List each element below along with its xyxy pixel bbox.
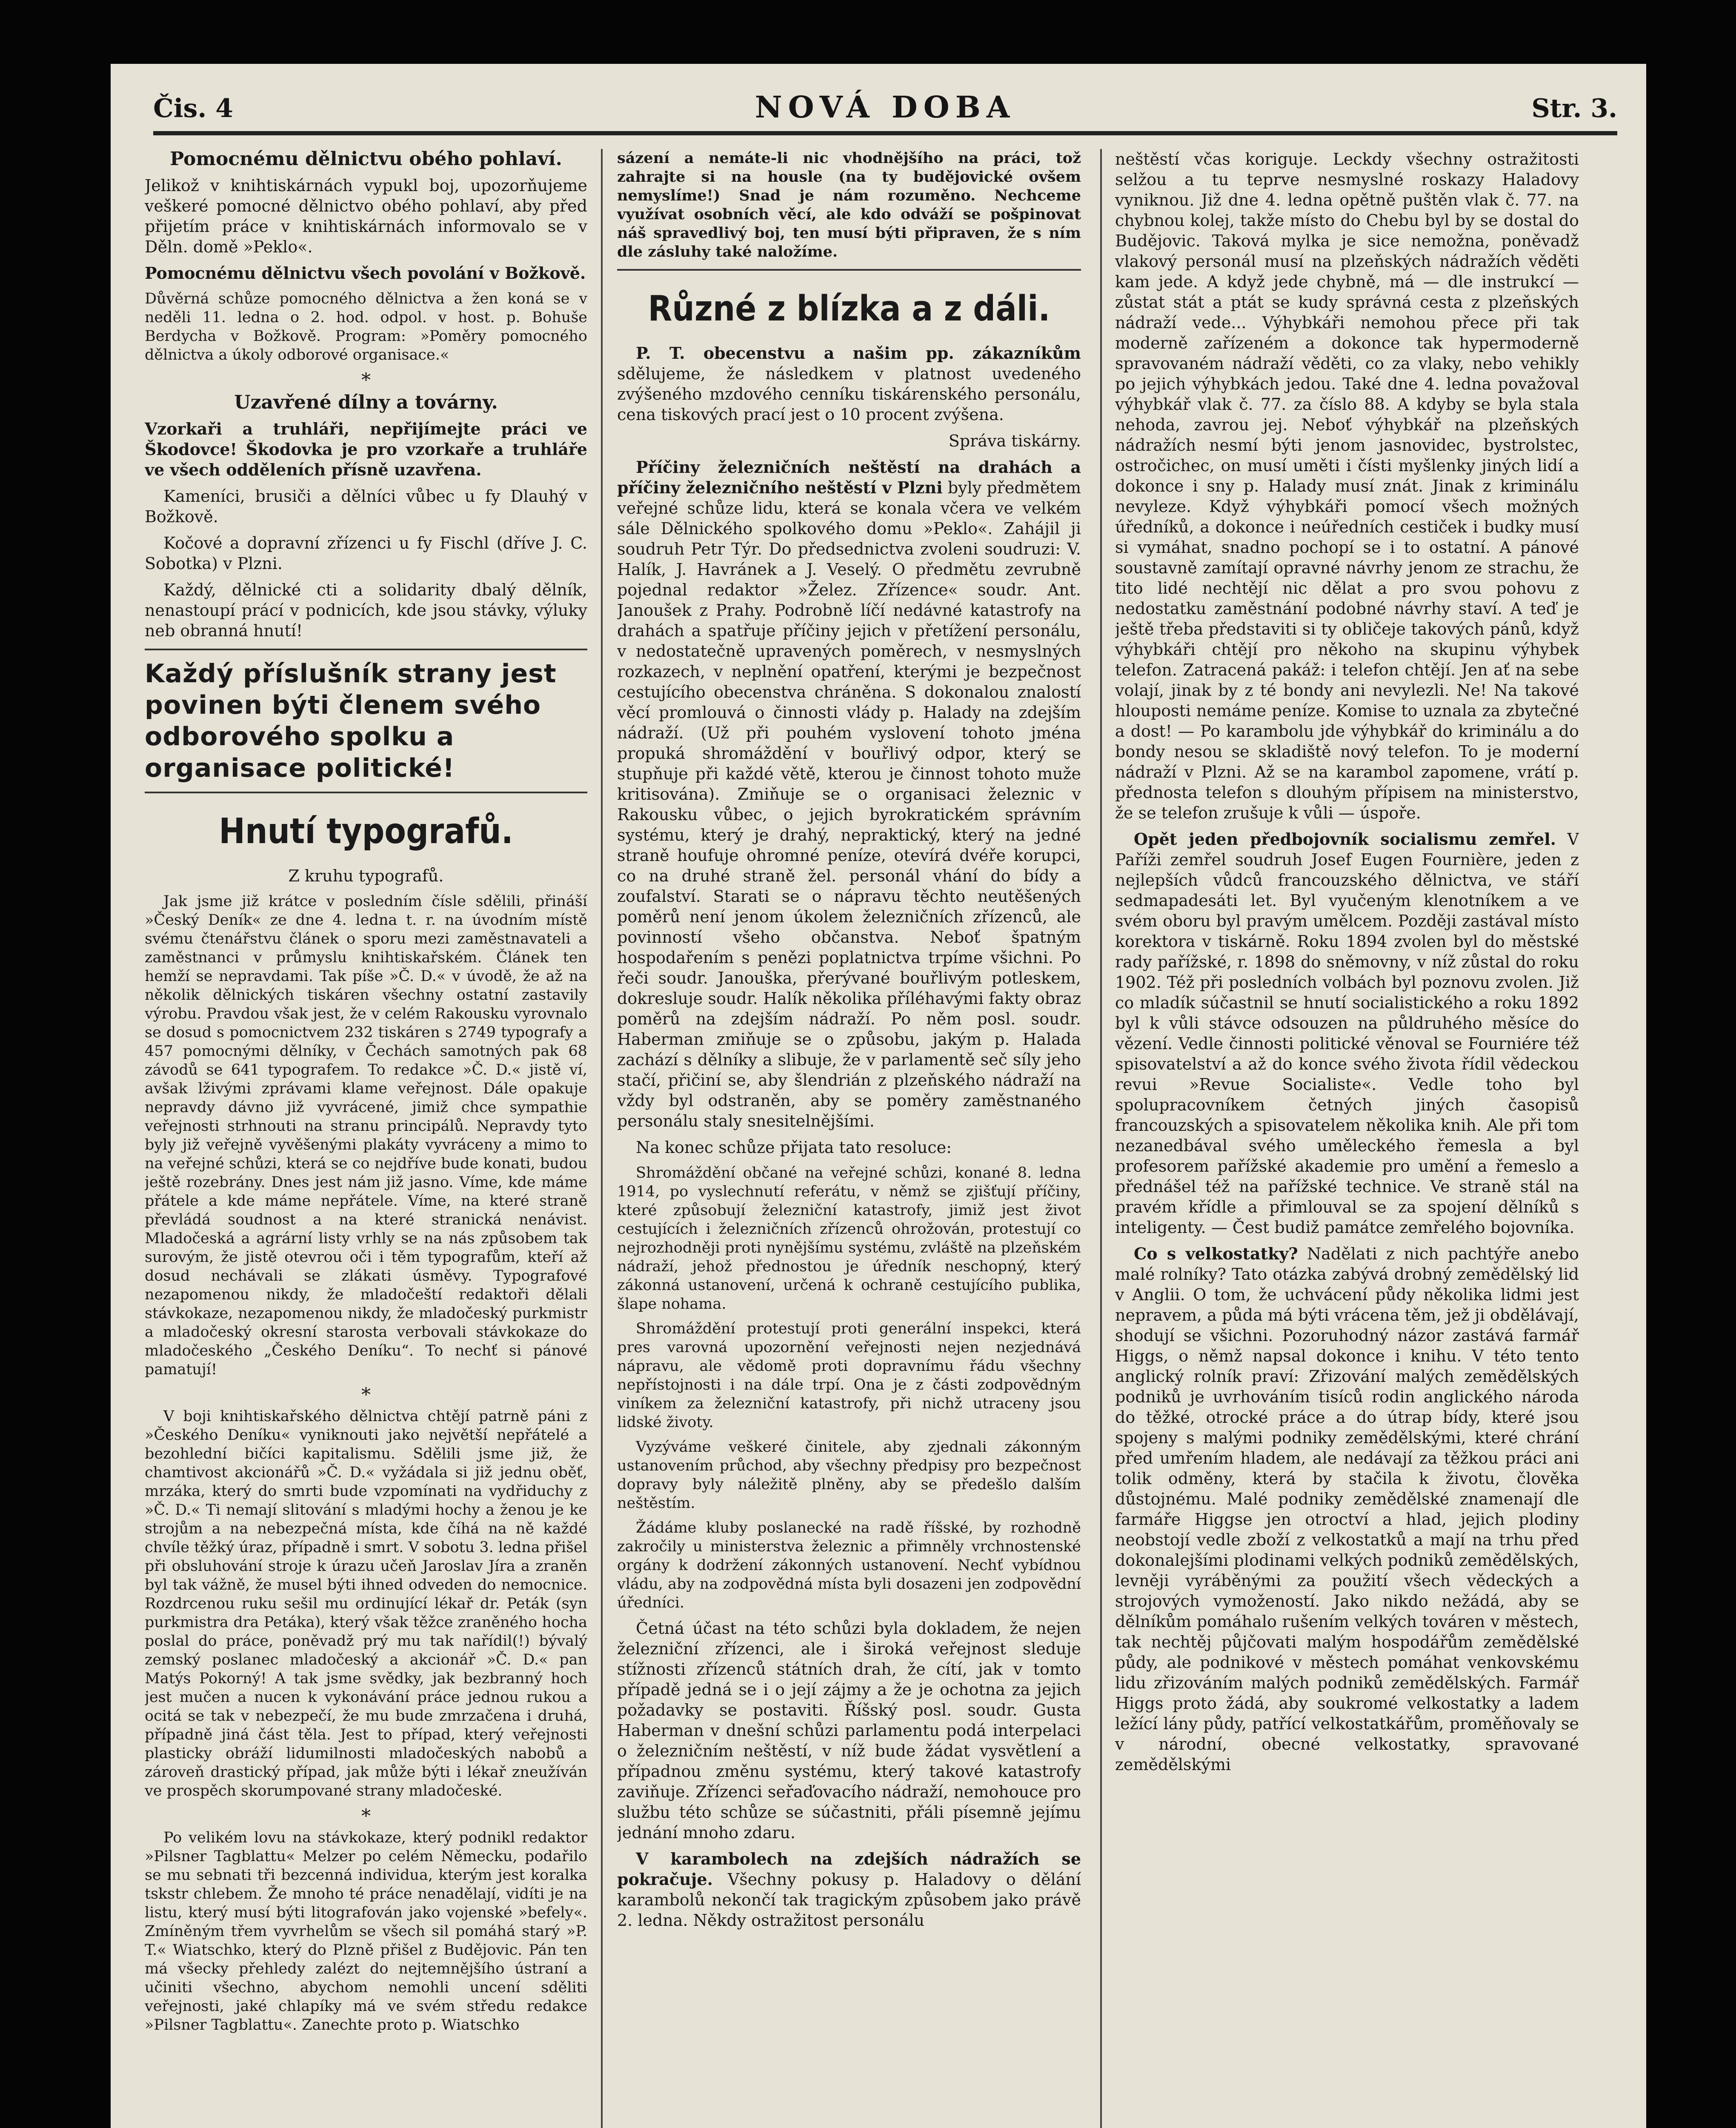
notice-heading: P. T. obecenstvu a našim pp. zákazníkům [636, 343, 1081, 363]
section-rule [145, 792, 587, 793]
news-text: Všechny pokusy p. Haladovy o dělání karambolů nekončí tak tragickým způsobem jako právě 2. ledna. Někdy ostražitost personálu [617, 1870, 1081, 1930]
notice-signature: Správa tiskárny. [948, 432, 1081, 450]
resolution-paragraph: Shromáždění občané na veřejné schůzi, konané 8. ledna 1914, po vyslechnutí referátu, v němž se zjišťují příčiny, které způsobují železniční katastrofy, jimiž jest život cestujících i železničních zřízenců ohrožován, protestují co nejrozhodněji proti nynějšímu systému, zvláště na plzeňském nádraží, jehož přednostou je úředník neschopný, který zákonná ustanovení, určená k ochraně cestujícího publika, šlape nohama. [617, 1164, 1081, 1313]
section-rule [145, 649, 587, 650]
notice-text: sdělujeme, že následkem v platnost uvedeného zvýšeného mzdového cenníku tiskárenského personálu, cena tiskových prací jest o 10 procent zvýšena. [617, 364, 1081, 424]
article-paragraph: Jak jsme již krátce v posledním čísle sdělili, přináší »Český Deník« ze dne 4. ledna t. r. na úvodním místě svému čtenářstvu článek o sporu mezi zaměstnavateli a zaměstnanci v průmyslu knihtiskařském. Článek ten hemží se nepravdami. Tak píše »Č. D.« v úvodě, že až na několik dělnických tiskáren všechny ostatní zastavily výrobu. Pravdou však jest, že v celém Rakousku vyrovnalo se dosud s pomocnictvem 232 tiskáren s 2749 typografy a 457 pomocnými dělníky, v Čechách samotných pak 68 závodů se 641 typografem. To redakce »Č. D.« jistě ví, avšak lživými zprávami klame veřejnost. Dále opakuje nepravdy dávno již vyvrácené, jimiž chce sympathie veřejnosti strhnouti na stranu principálů. Nepravdy tyto byly již veřejně vyvěšenými plakáty vyvráceny a mimo to na veřejné schůzi, která se co nejdříve bude konati, budou ještě rozebrány. Dnes jest nám již jasno. Víme, kde máme přátele a kde máme nepřátele. Víme, na které straně převládá soudnost a na které stranická nenávist. Mladočeská a agrární listy vrhly se na nás způsobem tak surovým, že jistě otevrou oči i těm typografům, kteří až dosud nechávali se zlákati úsměvy. Typografové nezapomenou nikdy, že mladočeští redaktoři dělali stávkokaze, nezapomenou nikdy, že mladočeský purkmistr a mladočeský okresní starosta verbovali stávkokaze do mladočeského „Českého Deníku“. To nechť si pánové pamatují! [145, 893, 587, 1378]
news-heading: Opět jeden předbojovník socialismu zemřel. [1134, 829, 1556, 849]
closed-shops-heading: Uzavřené dílny a továrny. [234, 392, 498, 413]
news-heading: Příčiny železničních neštěstí na drahách a příčiny železničního neštěstí v Plzni [617, 458, 1081, 497]
meeting-text: Důvěrná schůze pomocného dělnictva a žen koná se v neděli 11. ledna o 2. hod. odpol. v host. p. Bohuše Berdycha v Božkově. Program: »Poměry pomocného dělnictva a úkoly odborové organisace.« [145, 290, 587, 363]
party-appeal: Každý příslušník strany jest povinen býti členem svého odborového spolku a organisace politické! [145, 659, 557, 783]
column-2 [617, 149, 1081, 2128]
column-divider-2 [1100, 149, 1102, 2128]
scan-border-top [0, 0, 1736, 64]
meeting-heading: Pomocnému dělnictvu všech povolání v Božkově. [145, 263, 586, 283]
column-1 [145, 149, 587, 2128]
news-text: byly předmětem veřejné schůze lidu, která se konala včera ve velkém sále Dělnického spolkového domu »Peklo«. Zahájil ji soudruh Petr Týr. Do předsednictva zvoleni soudruzi: V. Halík, J. Havránek a J. Veselý. O předmětu zevrubně pojednal redaktor »Želez. Zřízence« soudr. Ant. Janoušek z Prahy. Podrobně líčí nedávné katastrofy na drahách a spatřuje příčiny jejich v přetížení personálu, v nedostatečně upravených poměrech, v nesmyslných rozkazech, v neplnění opatření, kterými je bezpečnost cestujícího obecenstva chráněna. S dokonalou znalostí věcí promlouvá o činnosti vlády p. Halady na zdejším nádraží. (Už při pouhém vyslovení tohoto jména propuká shromáždění v bouřlivý odpor, který se stupňuje při každé větě, kterou je činnost tohoto muže kritisována). Zmiňuje se o organisaci železnic v Rakousku vůbec, o jejich byrokratickém správním systému, který je drahý, nepraktický, který na jedné straně houfuje ohromné peníze, otevírá dvéře korupci, co na druhé straně žel. personál vhání do bídy a zoufalství. Starati se o nápravu těchto neutěšených poměrů není jenom úkolem železničních zřízenců, ale povinností všeho občanstva. Neboť špatným hospodařením s penězi poplatnictva trpíme všichni. Po řeči soudr. Janouška, přerývané bouřlivým potleskem, dokresluje soudr. Halík několika příléhavými fakty obraz poměrů na zdejším nádraží. Po něm posl. soudr. Haberman zmiňuje se o způsobu, jakým p. Halada zachází s dělníky a slibuje, že v parlamentě seč síly jeho stačí, přičiní se, aby šlendrián z plzeňského nádraží na vždy byl odstraněn, aby se poměry zaměstnaného personálu staly snesitelnějšími. [617, 478, 1081, 1130]
resolution-paragraph: Shromáždění protestují proti generální inspekci, která pres varovná upozornění veřejnosti nejen nezjednává nápravu, ale vědomě proti dopravnímu řádu všechny nepřístojnosti i na dále trpí. Ona je z části zodpovědným viníkem za železniční katastrofy, při nichž utraceny jsou lidské životy. [617, 1320, 1081, 1431]
page-number: Str. 3. [1531, 94, 1617, 123]
news-heading: Co s velkostatky? [1134, 1244, 1298, 1263]
article-paragraph: V boji knihtiskařského dělnictva chtějí patrně páni z »Českého Deníku« vyniknouti jako největší nepřátelé a bezohlední bičíci kapitalismu. Sdělili jsme již, že chamtivost akcionářů »Č. D.« vyžádala si již jednu oběť, mrzáka, který do smrti bude vzpomínati na vydřiduchy z »Č. D.« Ti nemají slitování s mladými hochy a ženou je ke strojům a na nebezpečná místa, kde číhá na ně každé chvíle těžký úraz, případně i smrt. V sobotu 3. ledna přišel při obsluhování stroje k úrazu učeň Jaroslav Jíra a zraněn byl tak vážně, že musel býti ihned odveden do nemocnice. Rozdrcenou ruku sešil mu ordinující lékař dr. Peták (syn purkmistra dra Petáka), který však těžce zraněného hocha poslal do práce, poněvadž prý mu tak nařídil(!) bývalý zemský poslanec mladočeský a akcionář »Č. D.« pan Matýs Pokorný! A tak jsme svědky, jak bezbranný hoch jest mučen a nucen k vykonávání práce jednou rukou a ocitá se tak v nebezpečí, že mu bude zmrzačena i druhá, případně jiná část těla. Jest to případ, který veřejnosti plasticky obráží lidumilnosti mladočeských nabobů a zároveň drastický případ, jak může býti i lékař zneužíván ve prospěch skorumpované strany mladočeské. [145, 1408, 587, 1799]
news-heading: V karambolech na zdejších nádražích se pokračuje. [617, 1849, 1081, 1889]
continued-text: neštěstí včas koriguje. Leckdy všechny ostražitosti selžou a tu teprve nesmyslné roskazy Haladovy vyniknou. Již dne 4. ledna opětně puštěn vlak č. 77. na chybnou kolej, takže místo do Chebu byl by se dostal do Budějovic. Taková mylka je sice nemožna, poněvadž vlakový personál musí na plzeňských nádražích věděti kam jede. A když jede chybně, má — dle instrukcí — zůstat stát a ptát se kudy správná cesta z plzeňských nádraží vede... Výhybkáři nemohou přece při tak moderně zařízeném a dokonce tak hypermoderně spravovaném nádraží věděti, co za vlaky, nebo vehikly po jejich výhybkách jedou. Také dne 4. ledna považoval výhybkář vlak č. 77. za číslo 88. A kdyby se byla stala nehoda, zavrou jej. Neboť výhybkář na plzeňských nádražích nesmí býti jenom jasnovidec, bystrolstec, ostročichec, on musí uměti i čísti myšlenky jiných lidí a dokonce i sny p. Halady musí znát. Jinak z kriminálu nevyleze. Když výhybkáři pomocí všech možných úředníků, a dokonce i neúředních cestiček i budky musí si vymáhat, snadno pochopí se i to ostatní. A pánové soustavně zamítají opravné návrhy jenom ze strachu, že tito lidé nechtějí nic dělat a pro svou pohovu z nedostatku zaměstnání podobné návrhy staví. A teď je ještě třeba představiti si ty obličeje takových pánů, když výhybkáři chtějí pro někoho na skupinu výhybek telefon. Zatracená pakáž: i telefon chtějí. Jen ať na sebe volají, jinak by z té bondy ani nevylezli. Ne! Na takové hlouposti nemáme peníze. Komise to uznala za zbytečné a dost! — Po karambolu jde výhybkář do kriminálu a do bondy nesou se skladiště nový telefon. To je moderní nádraží v Plzni. Až se na karambol zapomene, vrátí p. přednosta telefon s dlouhým přípisem na ministerstvo, že se telefon zrušuje k vůli — úspoře. [1115, 150, 1579, 822]
article-title: Hnutí typografů. [219, 811, 513, 852]
closed-shop-item: Kameníci, brusiči a dělníci vůbec u fy Dlauhý v Božkově. [145, 487, 587, 526]
news-text: Na konec schůze přijata tato resoluce: [636, 1138, 952, 1157]
news-text: Četná účast na této schůzi byla dokladem, že nejen železniční zřízenci, ale i široká veřejnost sleduje stížnosti zřízenců státních drah, že cítí, jak v tomto případě jedná se i o její zájmy a že je ochotna za jejich požadavky se postaviti. Říšský posl. soudr. Gusta Haberman v dnešní schůzi parlamentu podá interpelaci o železničním neštěstí, v níž bude žádat vysvětlení a případnou změnu systému, který takové katastrofy zaviňuje. Zřízenci seřaďovacího nádraží, nemohouce pro službu této schůze se súčastniti, přáli písemně jejímu jednání mnoho zdaru. [617, 1619, 1081, 1842]
notice-heading: Pomocnému dělnictvu obého pohlaví. [170, 149, 562, 170]
scan-border-left [0, 0, 111, 2128]
section-rule [617, 269, 1081, 271]
issue-number: Čis. 4 [153, 94, 233, 123]
article-paragraph: Po velikém lovu na stávkokaze, který podnikl redaktor »Pilsner Tagblattu« Melzer po celém Německu, podařilo se mu sebnati tři bezcenná individua, kterým jest koralka tskstr chlebem. Že mnoho té práce nenadělají, vidíti je na listu, který musí býti litografován jako vojenské »befely«. Zmíněným třem vyvrhelům se všech sil pomáhá starý »P. T.« Wiatschko, který do Plzně přišel z Budějovic. Pán ten má všecky přehledy zalézt do nejtemnějšího ústraní a učiniti všechno, abychom nemohli uncení sděliti veřejnosti, jaké chlapíky má ve svém středu redakce »Pilsner Tagblattu«. Zanechte proto p. Wiatschko [145, 1829, 587, 2034]
scan-border-right [1646, 0, 1736, 2128]
article-subtitle: Z kruhu typografů. [288, 867, 444, 885]
continued-text: sázení a nemáte-li nic vhodnějšího na práci, tož zahrajte si na housle (na ty budějovické ovšem nemyslíme!) Snad je nám rozuměno. Nechceme využívat osobních věcí, ale kdo odváží se pošpinovat náš spravedlivý boj, ten musí býti připraven, že s ním dle zásluhy také naložíme. [617, 149, 1081, 260]
resolution-paragraph: Vyzýváme veškeré činitele, aby zjednali zákonným ustanovením průchod, aby všechny předpisy pro bezpečnost dopravy byly náležitě plněny, aby se předešlo dalším neštěstím. [617, 1439, 1081, 1512]
column-3 [1115, 149, 1579, 2128]
closed-shops-note: Každý, dělnické cti a solidarity dbalý dělník, nenastoupí prácí v podnicích, kde jsou stávky, výluky neb obranná hnutí! [145, 581, 587, 640]
resolution-paragraph: Žádáme kluby poslanecké na radě říšské, by rozhodně zakročily u ministerstva železnic a přimněly vrchnostenské orgány k dodržení zákonných ustanovení. Nechť vybídnou vládu, aby na zodpovědná místa byli dosazeni jen zodpovědní úředníci. [617, 1519, 1081, 1611]
page-header [153, 85, 1617, 132]
masthead-title: NOVÁ DOBA [755, 89, 1016, 125]
header-rule [153, 131, 1617, 135]
separator-star: * [361, 1805, 371, 1827]
separator-star: * [361, 369, 371, 391]
news-text: Nadělati z nich pachtýře anebo malé rolníky? Tato otázka zabývá drobný zemědělský lid v Anglii. O tom, že uchvácení půdy několika lidmi jest nepravem, a půda má býti vrácena těm, jež ji obdělávají, shodují se všichni. Pozoruhodný názor zastává farmář Higgs, o němž napsal dokonce i knihu. V této tento anglický rolník praví: Zřizování malých zemědělských podniků je uvrhováním tisíců rodin anglického národa do těžké, otrocké práce a do útrap bídy, které jsou spojeny s malými podniky zemědělskými, které chrání před umřením hladem, ale nedávají za těžkou práci ani tolik odměny, která by stačila k životu, člověka důstojnému. Malé podniky zemědělské znamenají dle farmáře Higgse jen otroctví a hlad, jejich plodiny neobstojí vedle zboží z velkostatků a mají na trhu před dokonalejšími plodinami velkých podniků zemědělských, levněji vyráběnými za použití všech vědeckých a strojových vymožeností. Jako nikdo nežádá, aby se dělníkům pomáhalo rušením velkých továren v městech, tak nechtěj půjčovati malým hospodářům zemědělské půdy, ale podnikové v městech pomáhat venkovskému lidu zřizováním malých podniků zemědělských. Farmář Higgs proto žádá, aby soukromé velkostatky a ladem ležící lány půdy, patřící velkostatkářům, proměňovaly se v národní, obecné velkostatky, spravované zemědělskými [1115, 1244, 1579, 1774]
closed-shop-item: Kočové a dopravní zřízenci u fy Fischl (dříve J. C. Sobotka) v Plzni. [145, 534, 587, 573]
notice-text: Jelikož v knihtiskárnách vypukl boj, upozorňujeme veškeré pomocné dělnictvo obého pohlaví, aby před přijetím práce v knihtiskárnách informovalo se v Děln. domě »Peklo«. [145, 176, 587, 256]
separator-star: * [361, 1384, 371, 1406]
section-title: Různé z blízka a z dáli. [648, 289, 1050, 329]
column-divider-1 [601, 149, 603, 2128]
news-text: V Paříži zemřel soudruh Josef Eugen Fournière, jeden z nejlepších vůdců francouzského dělnictva, ve stáří sedmapadesáti let. Byl vyučeným klenotníkem a ve svém oboru byl pravým umělcem. Později zastával místo korektora v tiskárně. Roku 1894 zvolen byl do městské rady pařížské, r. 1898 do sněmovny, v níž zůstal do roku 1902. Též při posledních volbách byl poznovu zvolen. Již co mladík súčastnil se hnutí socialistického a roku 1892 byl k vůli stávce odsouzen na půldruhého měsíce do vězení. Vedle činnosti politické věnoval se Fourniére též spisovatelství a až do konce svého života řídil vědeckou revui »Revue Socialiste«. Vedle toho byl spolupracovníkem četných jiných časopisů francouzských a spisovatelem několika knih. Ale při tom nezanedbával svého uměleckého řemesla a byl profesorem pařížské akademie pro umění a řemeslo a přednášel též na pařížské technice. Ve straně stál na pravém křídle a přimlouval se za spojení dělníků s inteligenty. — Čest budiž památce zemřelého bojovníka. [1115, 830, 1579, 1237]
closed-shops-lead: Vzorkaři a truhláři, nepřijímejte práci ve Škodovce! Škodovka je pro vzorkaře a truhláře ve všech odděleních přísně uzavřena. [145, 419, 587, 479]
